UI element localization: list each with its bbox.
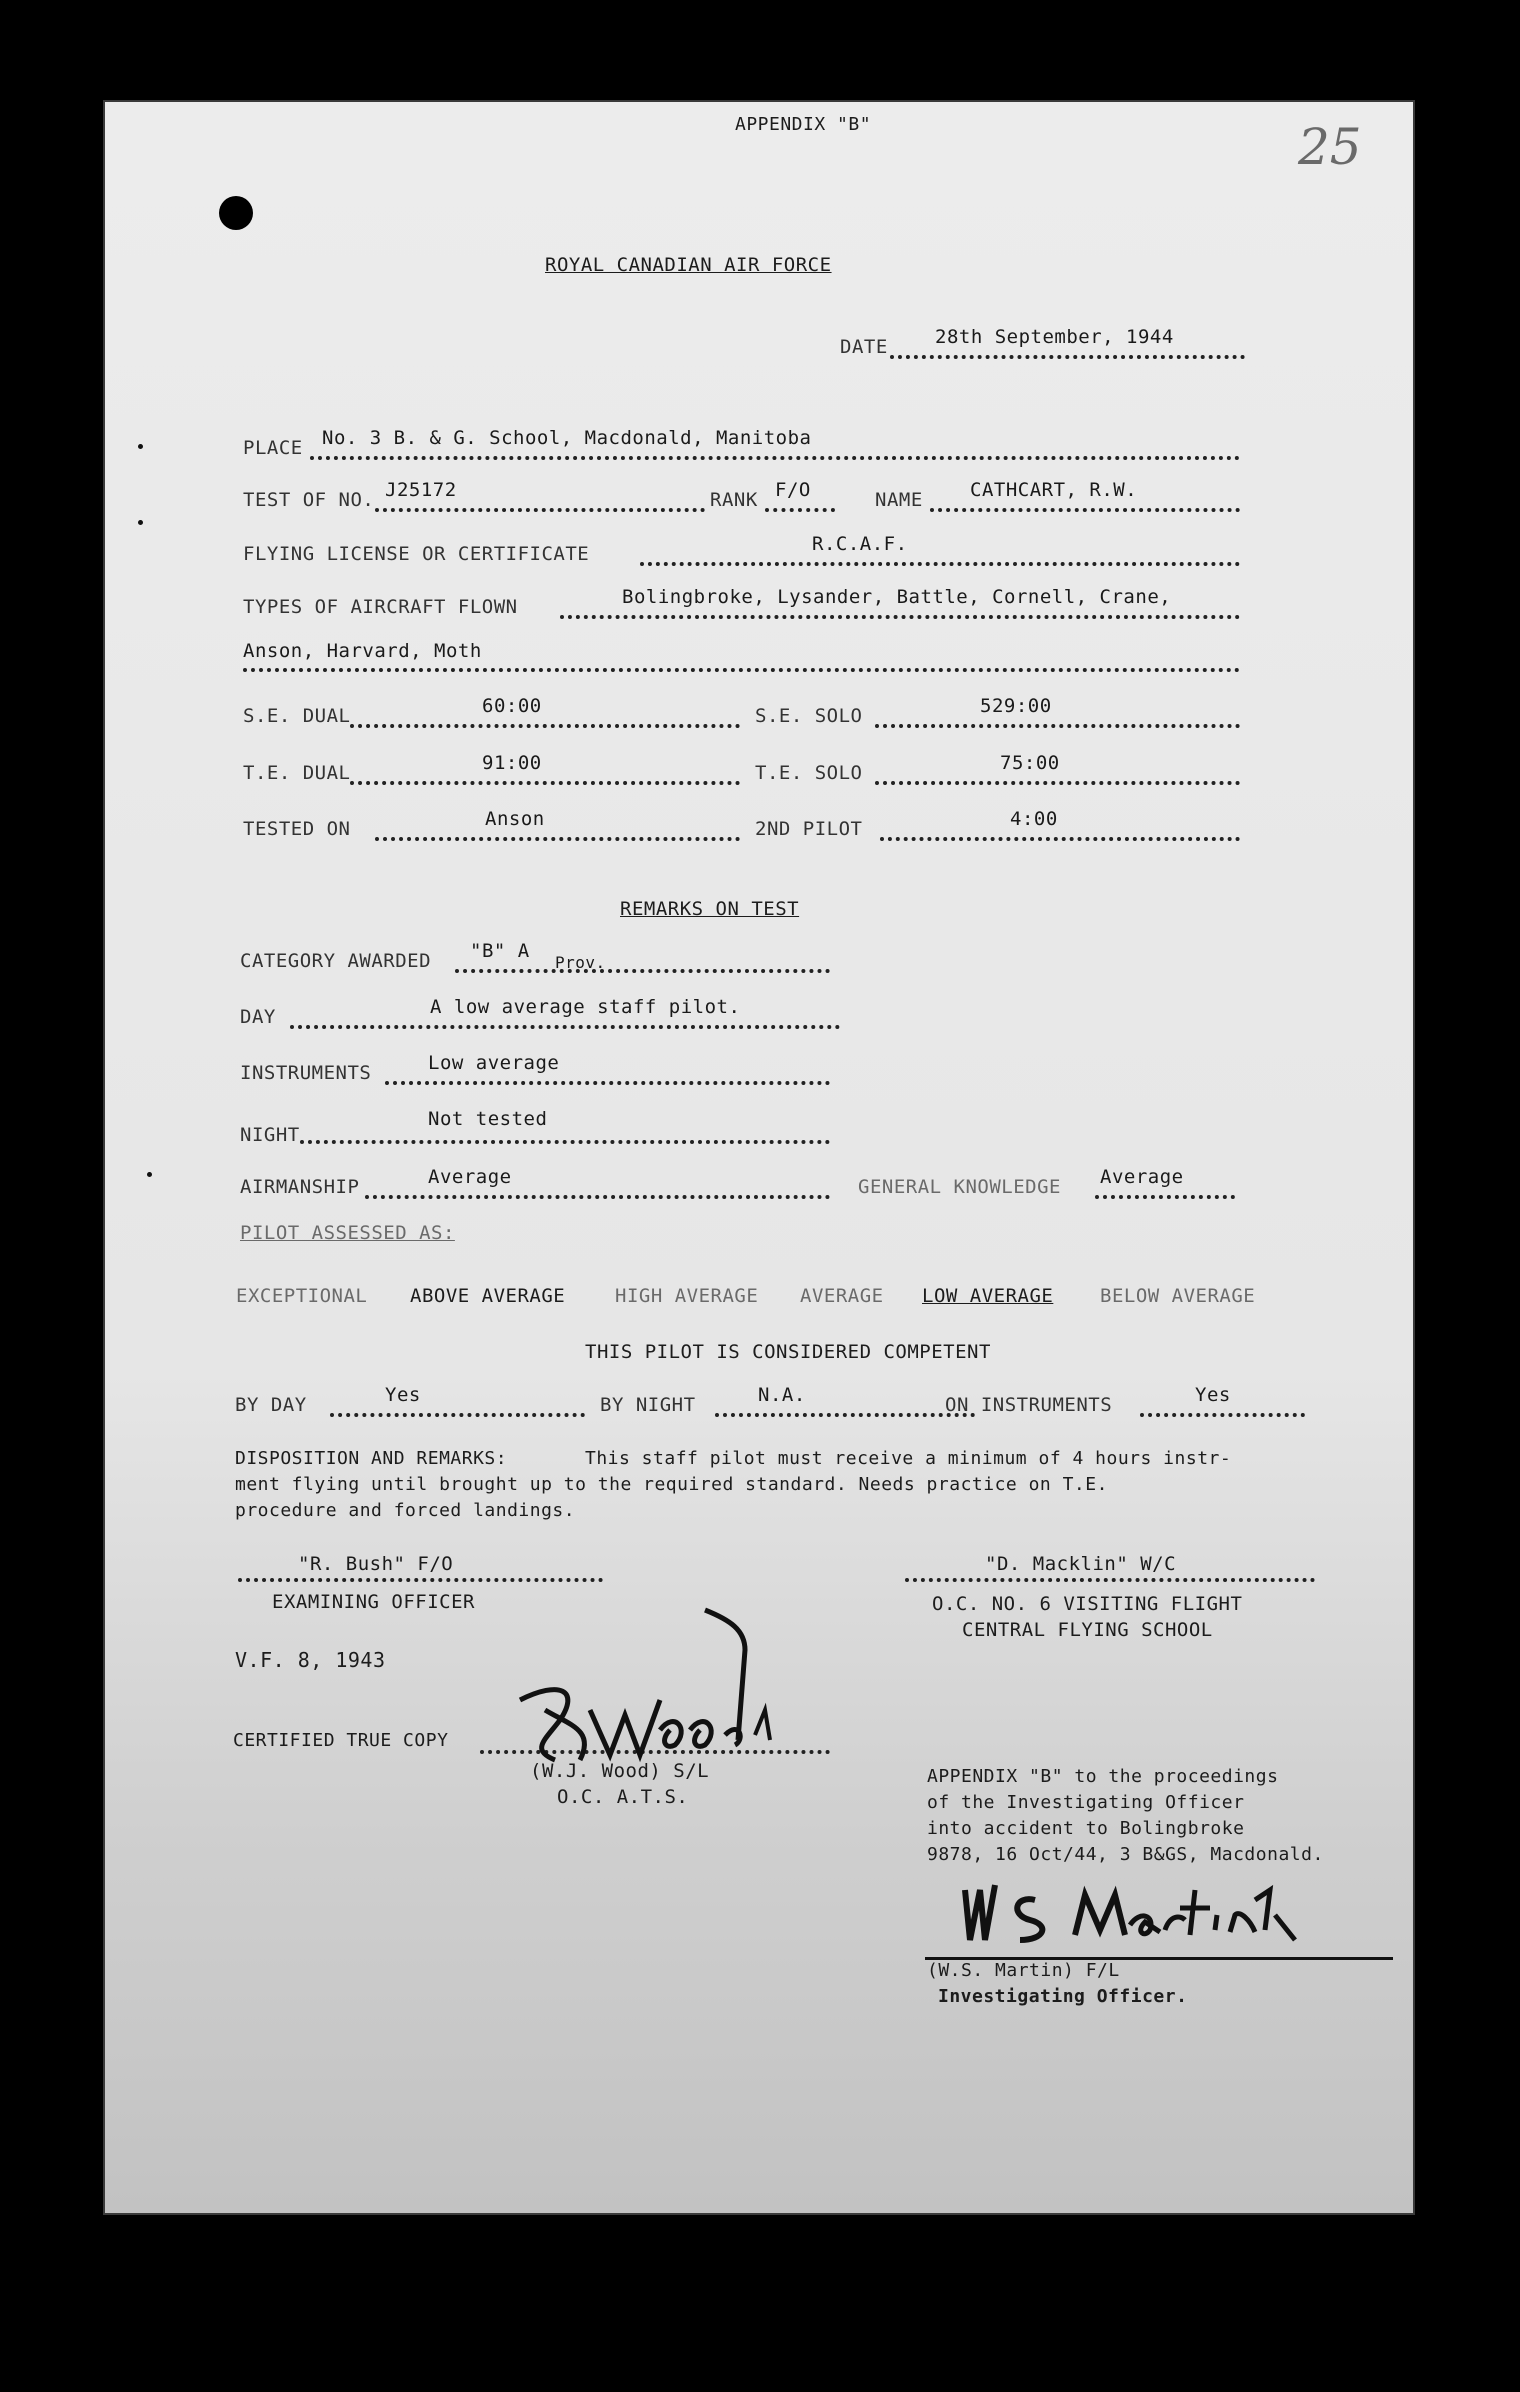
name-dots (930, 508, 1240, 512)
airmanship-label: AIRMANSHIP (240, 1176, 360, 1198)
edge-mark (138, 520, 143, 525)
by-day-label: BY DAY (235, 1394, 307, 1416)
by-night-value: N.A. (758, 1384, 806, 1406)
punch-hole (219, 196, 253, 230)
oc-title-2: CENTRAL FLYING SCHOOL (962, 1619, 1213, 1641)
examiner-title: EXAMINING OFFICER (272, 1591, 475, 1613)
disposition-line-2: ment flying until brought up to the required standard. Needs practice on T.E. (235, 1474, 1108, 1495)
pilot-assessed-heading: PILOT ASSESSED AS: (240, 1222, 455, 1244)
by-day-value: Yes (385, 1384, 421, 1406)
rank-dots (765, 508, 835, 512)
rating-below-average: BELOW AVERAGE (1100, 1285, 1256, 1307)
rating-exceptional: EXCEPTIONAL (236, 1285, 368, 1307)
investigator-name: (W.S. Martin) F/L (927, 1960, 1120, 1981)
airmanship-value: Average (428, 1166, 512, 1188)
appendix-note-line-1: APPENDIX "B" to the proceedings (927, 1766, 1279, 1787)
place-value: No. 3 B. & G. School, Macdonald, Manitoba (322, 427, 812, 449)
day-label: DAY (240, 1006, 276, 1028)
te-solo-dots (875, 781, 1240, 785)
te-dual-dots (350, 781, 740, 785)
page-number: 25 (1298, 118, 1362, 176)
by-day-dots (330, 1413, 585, 1417)
edge-mark (138, 444, 143, 449)
instruments-label: INSTRUMENTS (240, 1062, 372, 1084)
second-pilot-dots (880, 837, 1240, 841)
rank-label: RANK (710, 489, 758, 511)
date-dots (890, 355, 1245, 359)
aircraft-types-label: TYPES OF AIRCRAFT FLOWN (243, 596, 518, 618)
flying-license-value: R.C.A.F. (812, 533, 908, 555)
te-solo-value: 75:00 (1000, 752, 1060, 774)
certifier-title: O.C. A.T.S. (557, 1786, 689, 1808)
night-label: NIGHT (240, 1124, 300, 1146)
oc-title-1: O.C. NO. 6 VISITING FLIGHT (932, 1593, 1243, 1615)
aircraft-types-dots (560, 615, 1240, 619)
appendix-note-line-2: of the Investigating Officer (927, 1792, 1245, 1813)
second-pilot-value: 4:00 (1010, 808, 1058, 830)
tested-on-label: TESTED ON (243, 818, 351, 840)
general-knowledge-label: GENERAL KNOWLEDGE (858, 1176, 1061, 1198)
rating-high-average: HIGH AVERAGE (615, 1285, 759, 1307)
page-title: ROYAL CANADIAN AIR FORCE (545, 254, 832, 276)
examiner-name: "R. Bush" F/O (298, 1553, 454, 1575)
rating-low-average-selected: LOW AVERAGE (922, 1285, 1054, 1307)
examiner-dots (238, 1578, 603, 1582)
form-code: V.F. 8, 1943 (235, 1648, 386, 1672)
se-solo-dots (875, 724, 1240, 728)
remarks-heading: REMARKS ON TEST (620, 898, 800, 920)
day-dots (290, 1025, 840, 1029)
category-value: "B" A (470, 940, 530, 962)
rank-value: F/O (775, 479, 811, 501)
rating-above-average: ABOVE AVERAGE (410, 1285, 566, 1307)
name-value: CATHCART, R.W. (970, 479, 1138, 501)
aircraft-types-value: Bolingbroke, Lysander, Battle, Cornell, Crane, (622, 586, 1172, 608)
aircraft-types-dots-2 (243, 668, 1240, 672)
se-dual-value: 60:00 (482, 695, 542, 717)
second-pilot-label: 2ND PILOT (755, 818, 863, 840)
rating-average: AVERAGE (800, 1285, 884, 1307)
te-dual-label: T.E. DUAL (243, 762, 351, 784)
oc-name: "D. Macklin" W/C (985, 1553, 1177, 1575)
disposition-line-1: This staff pilot must receive a minimum of 4 hours instr- (585, 1448, 1232, 1469)
general-knowledge-dots (1095, 1195, 1235, 1199)
instruments-value: Low average (428, 1052, 560, 1074)
investigator-title: Investigating Officer. (938, 1986, 1188, 2007)
tested-on-value: Anson (485, 808, 545, 830)
day-value: A low average staff pilot. (430, 996, 741, 1018)
by-night-dots (715, 1413, 975, 1417)
se-dual-label: S.E. DUAL (243, 705, 351, 727)
on-instruments-label: ON INSTRUMENTS (945, 1394, 1113, 1416)
test-of-no-dots (375, 508, 705, 512)
instruments-dots (385, 1081, 830, 1085)
se-solo-label: S.E. SOLO (755, 705, 863, 727)
airmanship-dots (365, 1195, 830, 1199)
category-dots (455, 969, 830, 973)
te-dual-value: 91:00 (482, 752, 542, 774)
martin-signature (955, 1870, 1315, 1950)
certified-label: CERTIFIED TRUE COPY (233, 1730, 449, 1751)
date-value: 28th September, 1944 (935, 326, 1174, 348)
night-value: Not tested (428, 1108, 548, 1130)
certifier-name: (W.J. Wood) S/L (530, 1760, 710, 1782)
te-solo-label: T.E. SOLO (755, 762, 863, 784)
disposition-line-3: procedure and forced landings. (235, 1500, 576, 1521)
se-solo-value: 529:00 (980, 695, 1052, 717)
edge-mark (147, 1172, 152, 1177)
general-knowledge-value: Average (1100, 1166, 1184, 1188)
aircraft-types-value-2: Anson, Harvard, Moth (243, 640, 482, 662)
night-dots (300, 1140, 830, 1144)
on-instruments-value: Yes (1195, 1384, 1231, 1406)
place-dots (310, 456, 1240, 460)
tested-on-dots (375, 837, 740, 841)
category-label: CATEGORY AWARDED (240, 950, 432, 972)
appendix-note-line-4: 9878, 16 Oct/44, 3 B&GS, Macdonald. (927, 1844, 1324, 1865)
disposition-label: DISPOSITION AND REMARKS: (235, 1448, 508, 1469)
competent-heading: THIS PILOT IS CONSIDERED COMPETENT (585, 1341, 991, 1363)
appendix-note-line-3: into accident to Bolingbroke (927, 1818, 1245, 1839)
appendix-header: APPENDIX "B" (735, 114, 872, 135)
place-label: PLACE (243, 437, 303, 459)
by-night-label: BY NIGHT (600, 1394, 696, 1416)
test-of-no-value: J25172 (385, 479, 457, 501)
flying-license-label: FLYING LICENSE OR CERTIFICATE (243, 543, 590, 565)
se-dual-dots (350, 724, 740, 728)
date-label: DATE (840, 336, 888, 358)
test-of-no-label: TEST OF NO. (243, 489, 375, 511)
category-value-2: Prov. (555, 953, 606, 972)
oc-dots (905, 1578, 1315, 1582)
on-instruments-dots (1140, 1413, 1305, 1417)
flying-license-dots (640, 562, 1240, 566)
name-label: NAME (875, 489, 923, 511)
